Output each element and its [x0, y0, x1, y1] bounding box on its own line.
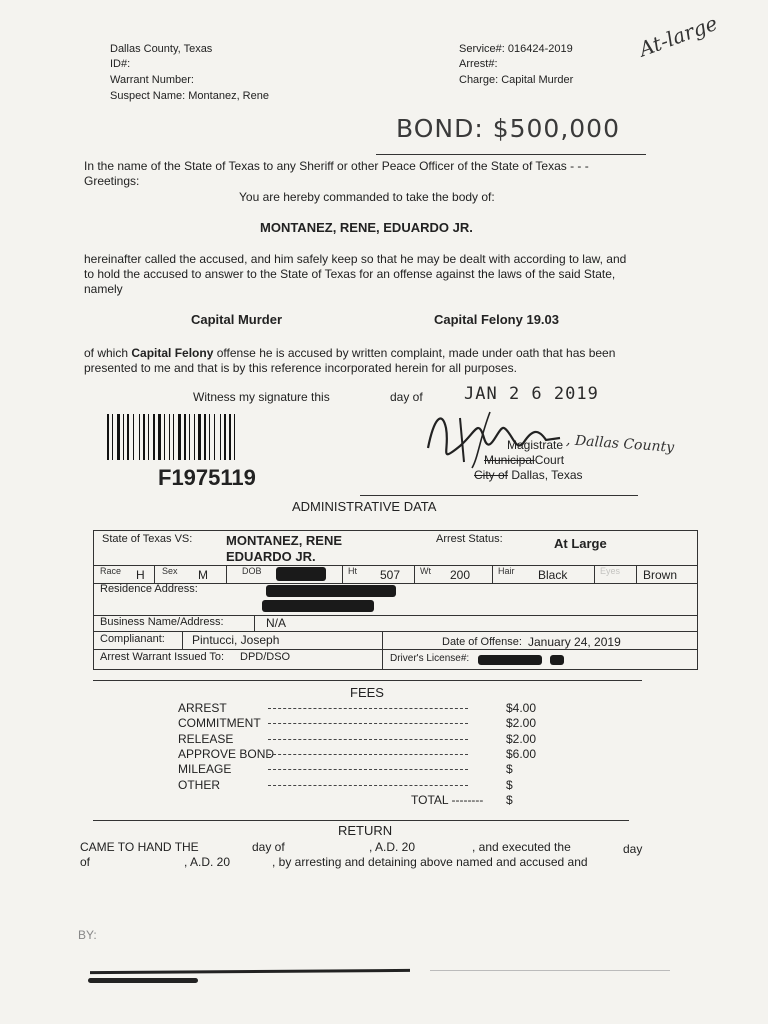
barcode-bar: [209, 414, 210, 460]
eyes-label: Eyes: [600, 566, 621, 576]
complainant-value: Pintucci, Joseph: [192, 633, 280, 647]
municipal-label: [484, 452, 564, 468]
hair-label: Hair: [498, 566, 515, 576]
at-large-handwriting: At-large: [635, 10, 721, 62]
fee-amount: $2.00: [506, 731, 537, 746]
cell-divider: [414, 565, 415, 583]
fee-row: [178, 701, 538, 716]
return-executed: , and executed the: [472, 840, 571, 854]
fee-name: RELEASE: [178, 731, 234, 746]
intro-line-1: In the name of the State of Texas to any Sheriff or other Peace Officer of the State of Texas - - -: [84, 159, 589, 173]
residence-redaction-1: [266, 585, 396, 597]
cell-divider: [342, 565, 343, 583]
barcode-bar: [169, 414, 170, 460]
barcode-bar: [198, 414, 201, 460]
business-label: Business Name/Address:: [100, 616, 224, 628]
arrest-status-label: Arrest Status:: [436, 533, 503, 545]
fee-name: OTHER: [178, 777, 220, 792]
issued-to-value: DPD/DSO: [240, 651, 291, 663]
height-value: 507: [380, 568, 401, 582]
barcode-bar: [133, 414, 134, 460]
race-value: H: [136, 568, 145, 582]
fee-leader: [268, 769, 468, 770]
dob-label: DOB: [242, 566, 262, 576]
command-text: You are hereby commanded to take the body of:: [239, 190, 495, 204]
admin-table: [93, 530, 698, 670]
fee-leader: [268, 723, 468, 724]
return-arresting: , by arresting and detaining above named and accused and: [272, 855, 588, 869]
barcode-bar: [164, 414, 165, 460]
license-redaction: [478, 655, 542, 665]
weight-label: Wt: [420, 566, 431, 576]
fee-leader: [268, 754, 468, 755]
return-day-of: day of: [252, 840, 285, 854]
cell-divider: [492, 565, 493, 583]
barcode-bar: [173, 414, 174, 460]
state-vs-label: State of Texas VS:: [102, 533, 193, 545]
residence-redaction-2: [262, 600, 374, 612]
license-label: Driver's License#:: [390, 653, 470, 664]
barcode-bar: [189, 414, 190, 460]
barcode-bar: [194, 414, 195, 460]
cell-divider: [254, 615, 255, 631]
witness-text: Witness my signature this: [193, 390, 330, 404]
barcode-bar: [139, 414, 140, 460]
fee-name: ARREST: [178, 701, 227, 715]
cell-divider: [154, 565, 155, 583]
fee-amount: $2.00: [506, 716, 537, 731]
row-divider: [94, 631, 697, 632]
sex-value: M: [198, 568, 208, 582]
came-to-hand: CAME TO HAND THE: [80, 840, 199, 854]
sex-label: Sex: [162, 566, 178, 576]
id-label: ID#:: [110, 58, 131, 70]
issued-to-label: Arrest Warrant Issued To:: [100, 651, 225, 663]
bond-underline: [376, 154, 646, 155]
admin-title: ADMINISTRATIVE DATA: [292, 499, 437, 514]
fees-total-label: TOTAL --------: [411, 793, 484, 807]
license-redaction-2: [550, 655, 564, 665]
which-post: offense he is accused by written complaint, made under oath that has been: [213, 346, 616, 360]
signature-underline: [360, 495, 638, 496]
county-label: Dallas County, Texas: [110, 43, 213, 55]
barcode-bar: [107, 414, 109, 460]
felony-class: Capital Felony 19.03: [434, 312, 559, 327]
fees-total-amount: $: [506, 793, 513, 807]
residence-label: Residence Address:: [100, 583, 198, 595]
barcode-bar: [112, 414, 113, 460]
return-ad20-a: , A.D. 20: [369, 840, 416, 854]
barcode-bar: [153, 414, 155, 460]
dallas-texas-label: Dallas, Texas: [511, 468, 583, 482]
barcode-id: F1975119: [158, 465, 256, 490]
bottom-redaction-line-2: [88, 978, 198, 983]
city-label: [474, 467, 583, 483]
paragraph-line-1: hereinafter called the accused, and him safely keep so that he may be dealt with according to law, and: [84, 252, 627, 266]
date-offense-label: Date of Offense:: [442, 636, 522, 648]
fee-row: [178, 716, 538, 731]
admin-name-line-2: EDUARDO JR.: [226, 549, 316, 564]
return-of: of: [80, 855, 91, 869]
barcode-bar: [184, 414, 186, 460]
barcode-bar: [234, 414, 235, 460]
municipal-struck: Municipal: [484, 453, 535, 467]
fee-row: [178, 732, 538, 747]
arrest-number-label: Arrest#:: [459, 58, 498, 70]
fees-top-rule: [93, 680, 642, 681]
offense-name: Capital Murder: [191, 312, 283, 327]
cell-divider: [226, 565, 227, 583]
fee-leader: [268, 785, 468, 786]
paragraph-line-3: namely: [84, 282, 123, 296]
fee-amount: $: [506, 777, 513, 792]
warrant-number-label: Warrant Number:: [110, 74, 194, 86]
weight-value: 200: [450, 568, 471, 582]
barcode-bar: [220, 414, 221, 460]
return-ad20-b: , A.D. 20: [184, 855, 231, 869]
cell-divider: [594, 565, 595, 583]
by-label: BY:: [78, 928, 97, 942]
fee-amount: $: [506, 762, 513, 777]
return-top-rule: [93, 820, 629, 821]
charge-label: Charge: Capital Murder: [459, 74, 574, 86]
fee-name: MILEAGE: [178, 762, 232, 777]
barcode-bar: [229, 414, 231, 460]
row-divider: [94, 649, 697, 650]
complainant-label: Complianant:: [100, 633, 165, 645]
paragraph-line-2: to hold the accused to answer to the State of Texas for an offense against the laws of the said State,: [84, 267, 616, 281]
court-label: Court: [534, 453, 565, 467]
barcode-bar: [148, 414, 149, 460]
fee-row: [178, 747, 538, 762]
suspect-name: Suspect Name: Montanez, Rene: [110, 90, 269, 102]
admin-name-line-1: MONTANEZ, RENE: [226, 533, 343, 548]
barcode-bar: [143, 414, 145, 460]
dob-redaction: [276, 567, 326, 581]
fee-name: APPROVE BOND: [178, 746, 275, 761]
barcode-bar: [158, 414, 161, 460]
date-offense-value: January 24, 2019: [528, 635, 621, 649]
height-label: Ht: [348, 566, 357, 576]
bottom-faint-rule: [430, 970, 670, 971]
bottom-redaction-line-1: [90, 969, 410, 974]
bond-handwriting: BOND: $500,000: [396, 114, 620, 143]
fee-leader: [268, 739, 468, 740]
barcode-bar: [117, 414, 120, 460]
service-number: Service#: 016424-2019: [459, 43, 573, 55]
barcode-bar: [224, 414, 226, 460]
cell-divider: [636, 565, 637, 583]
cell-divider: [382, 631, 383, 669]
which-line-1: [84, 345, 615, 361]
which-line-2: presented to me and that is by this reference incorporated herein for all purposes.: [84, 361, 517, 375]
race-label: Race: [100, 566, 122, 576]
arrest-status-value: At Large: [554, 536, 607, 551]
eyes-value: Brown: [643, 568, 678, 582]
which-bold: Capital Felony: [131, 346, 214, 360]
barcode-bar: [214, 414, 215, 460]
barcode-bar: [204, 414, 206, 460]
return-day: day: [623, 842, 643, 856]
fee-row: [178, 762, 538, 777]
hair-value: Black: [538, 568, 568, 582]
barcode-bar: [123, 414, 124, 460]
which-pre: of which: [84, 346, 132, 360]
dallas-county-handwriting: , Dallas County: [565, 432, 675, 456]
barcode: [107, 414, 287, 462]
business-value: N/A: [266, 616, 287, 630]
date-stamp: JAN 2 6 2019: [464, 384, 599, 404]
accused-name: MONTANEZ, RENE, EDUARDO JR.: [260, 220, 473, 235]
fee-leader: [268, 708, 468, 709]
fee-name: COMMITMENT: [178, 716, 261, 731]
barcode-bar: [127, 414, 129, 460]
day-of-text: day of: [390, 390, 423, 404]
cell-divider: [182, 631, 183, 649]
magistrate-label: Magistrate: [507, 438, 564, 452]
fee-amount: $6.00: [506, 746, 537, 761]
intro-greetings: Greetings:: [84, 174, 140, 188]
fee-amount: $4.00: [506, 701, 537, 715]
barcode-bar: [178, 414, 181, 460]
city-of-struck: City of: [474, 468, 509, 482]
return-title: RETURN: [338, 823, 393, 838]
fee-row: [178, 778, 538, 793]
fees-title: FEES: [350, 685, 384, 700]
